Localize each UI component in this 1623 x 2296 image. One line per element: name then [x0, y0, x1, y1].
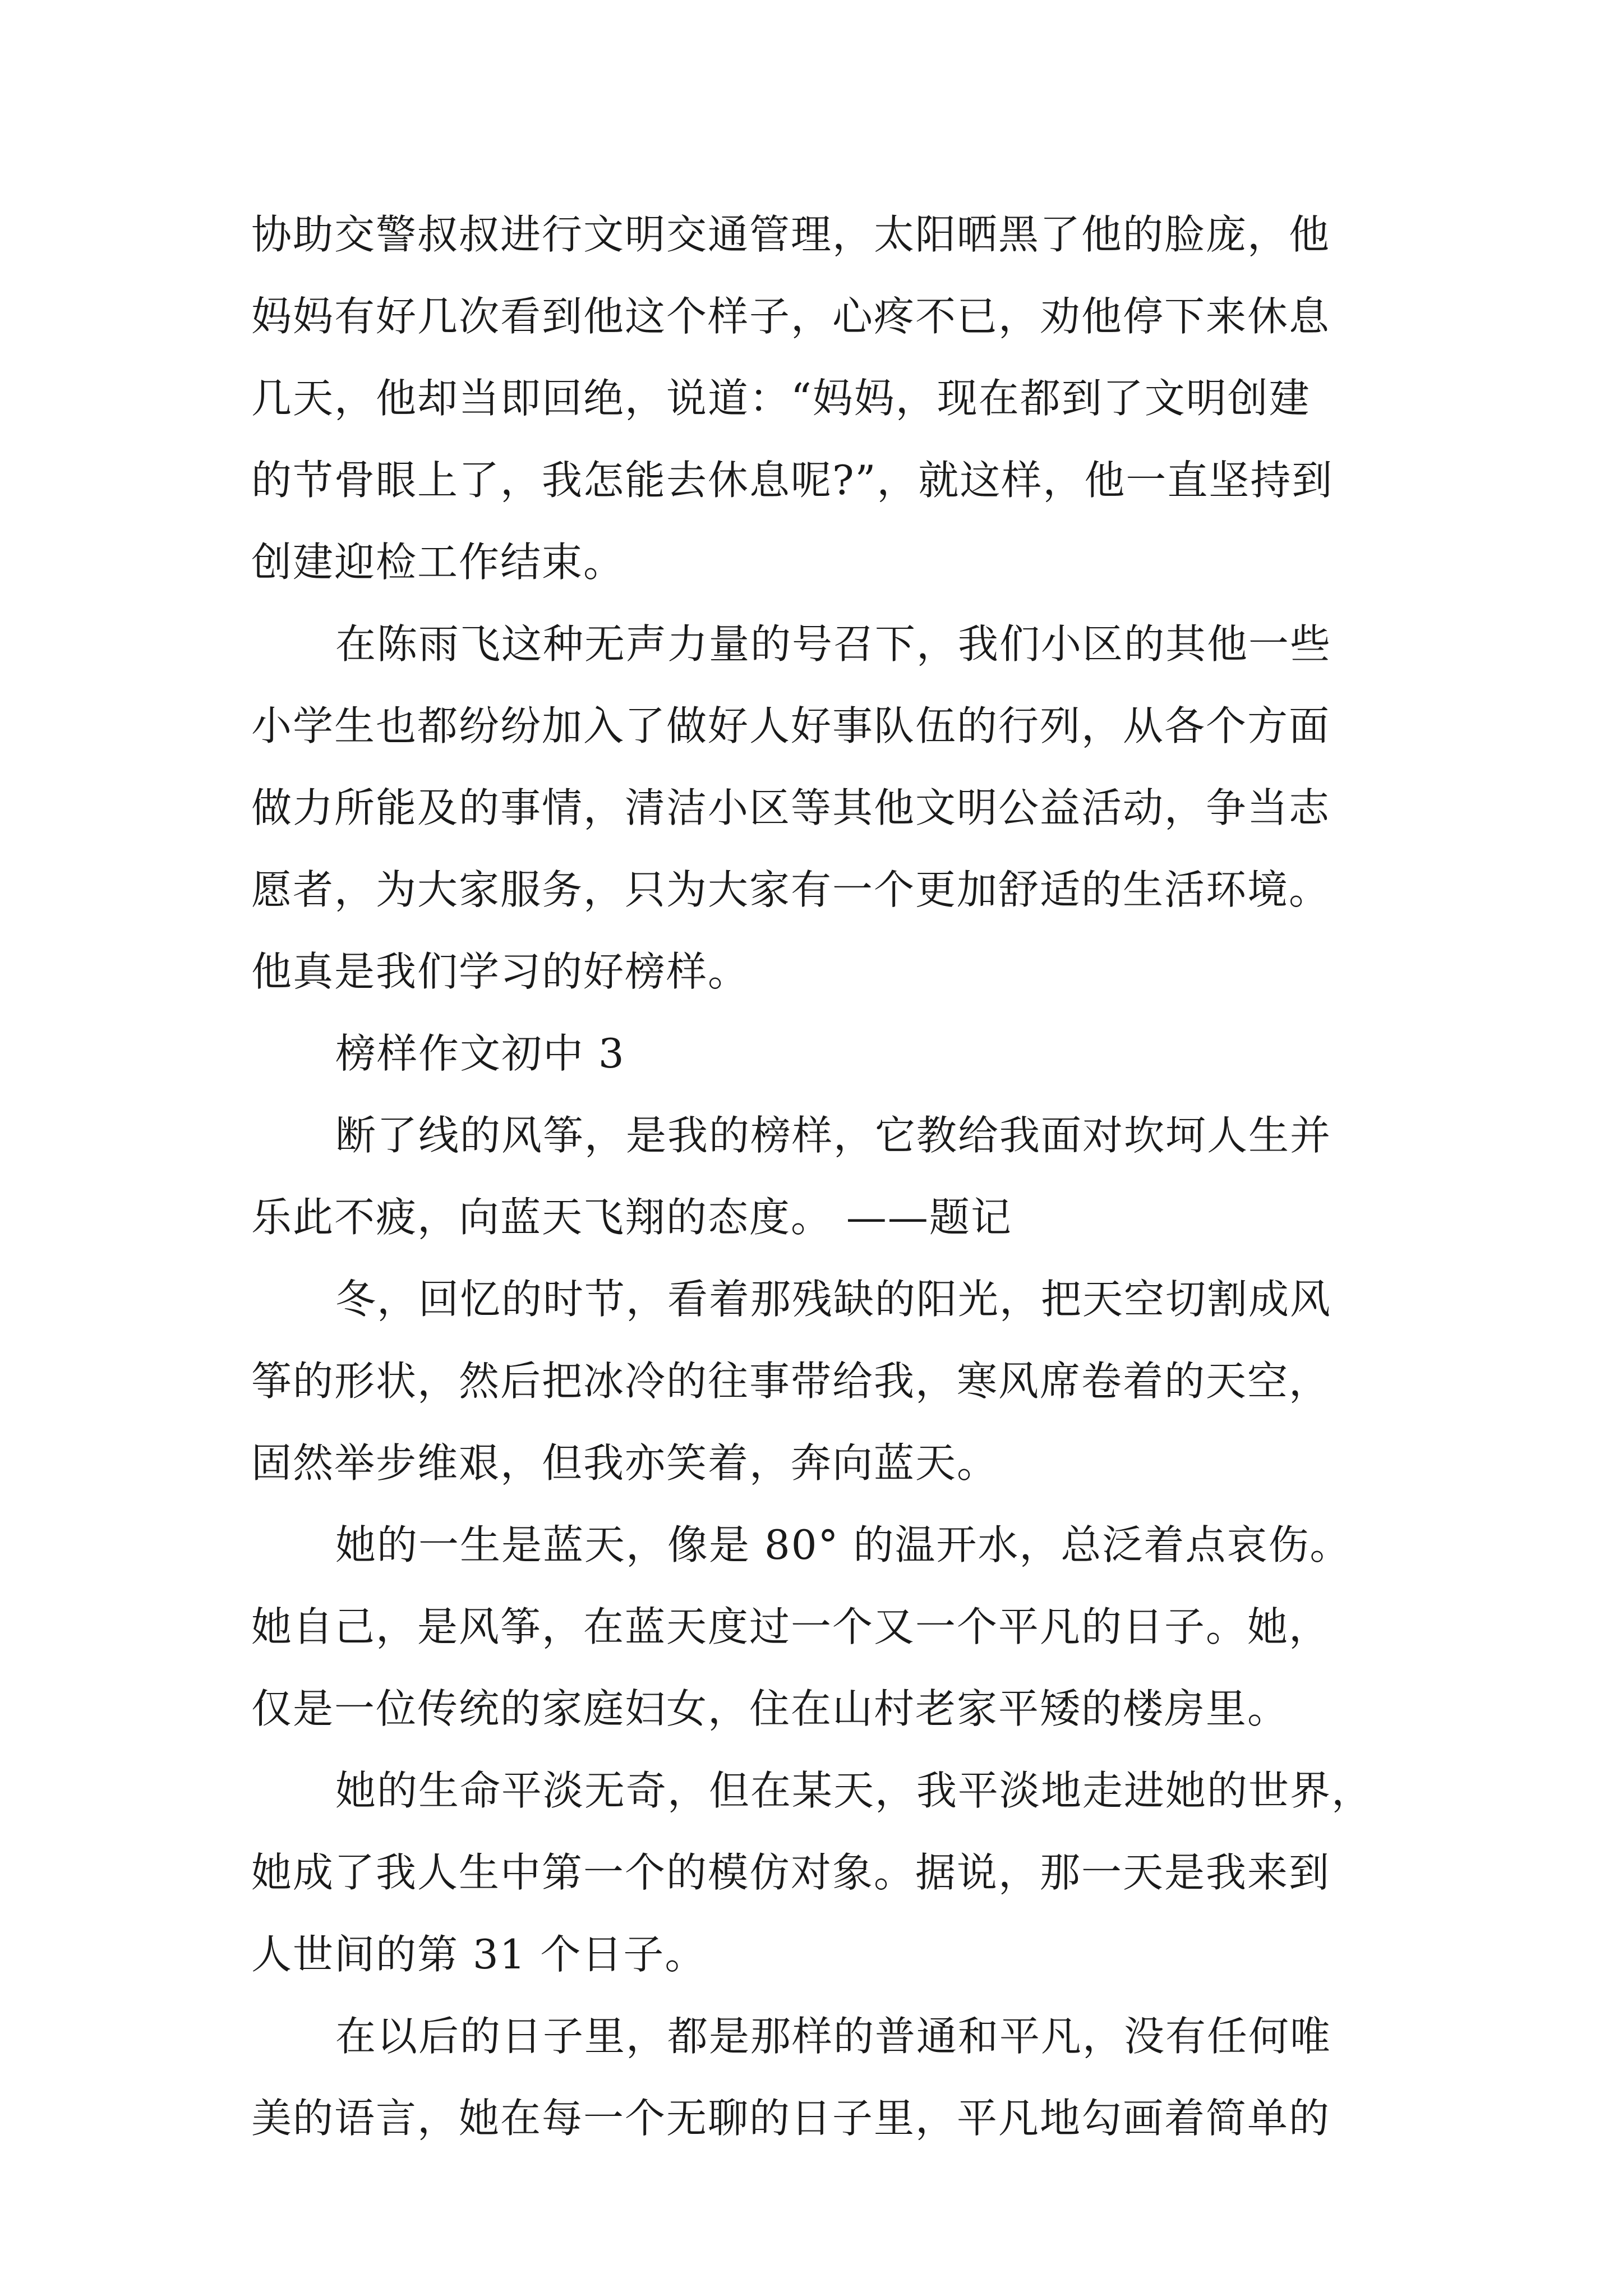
paragraph-start: 她的一生是蓝天，像是 80° 的温开水，总泛着点哀伤。 — [335, 1521, 1352, 1568]
paragraph-start: 在陈雨飞这种无声力量的号召下，我们小区的其他一些 — [335, 620, 1332, 668]
text-line: 愿者，为大家服务，只为大家有一个更加舒适的生活环境。 — [251, 866, 1331, 913]
paragraph-start: 她的生命平淡无奇，但在某天，我平淡地走进她的世界， — [335, 1767, 1373, 1814]
text-line: 筝的形状，然后把冰冷的往事带给我，寒风席卷着的天空， — [251, 1358, 1331, 1405]
text-line: 的节骨眼上了，我怎能去休息呢?”，就这样，他一直坚持到 — [251, 457, 1334, 504]
paragraph-start: 冬，回忆的时节，看着那残缺的阳光，把天空切割成风 — [335, 1276, 1332, 1323]
text-line: 乐此不疲，向蓝天飞翔的态度。 ——题记 — [251, 1194, 1012, 1241]
text-line: 仅是一位传统的家庭妇女，住在山村老家平矮的楼房里。 — [251, 1685, 1289, 1732]
paragraph-start: 在以后的日子里，都是那样的普通和平凡，没有任何唯 — [335, 2013, 1332, 2060]
text-line: 他真是我们学习的好榜样。 — [251, 948, 750, 995]
paragraph-start: 断了线的风筝，是我的榜样，它教给我面对坎坷人生并 — [335, 1112, 1332, 1159]
text-line: 创建迎检工作结束。 — [251, 539, 625, 586]
section-heading: 榜样作文初中 3 — [335, 1030, 625, 1077]
text-line: 做力所能及的事情，清洁小区等其他文明公益活动，争当志 — [251, 784, 1331, 831]
text-line: 美的语言，她在每一个无聊的日子里，平凡地勾画着简单的 — [251, 2095, 1331, 2142]
text-line: 妈妈有好几次看到他这个样子，心疼不已，劝他停下来休息 — [251, 293, 1331, 340]
text-line: 小学生也都纷纷加入了做好人好事队伍的行列，从各个方面 — [251, 702, 1331, 749]
text-line: 固然举步维艰，但我亦笑着，奔向蓝天。 — [251, 1439, 999, 1487]
text-line: 人世间的第 31 个日子。 — [251, 1931, 707, 1978]
text-line: 几天，他却当即回绝，说道：“妈妈，现在都到了文明创建 — [251, 375, 1311, 422]
text-line: 协助交警叔叔进行文明交通管理，太阳晒黑了他的脸庞，他 — [251, 211, 1331, 258]
text-line: 她自己，是风筝，在蓝天度过一个又一个平凡的日子。她， — [251, 1603, 1331, 1650]
body-text — [251, 194, 1401, 2159]
text-line: 她成了我人生中第一个的模仿对象。据说，那一天是我来到 — [251, 1849, 1331, 1896]
